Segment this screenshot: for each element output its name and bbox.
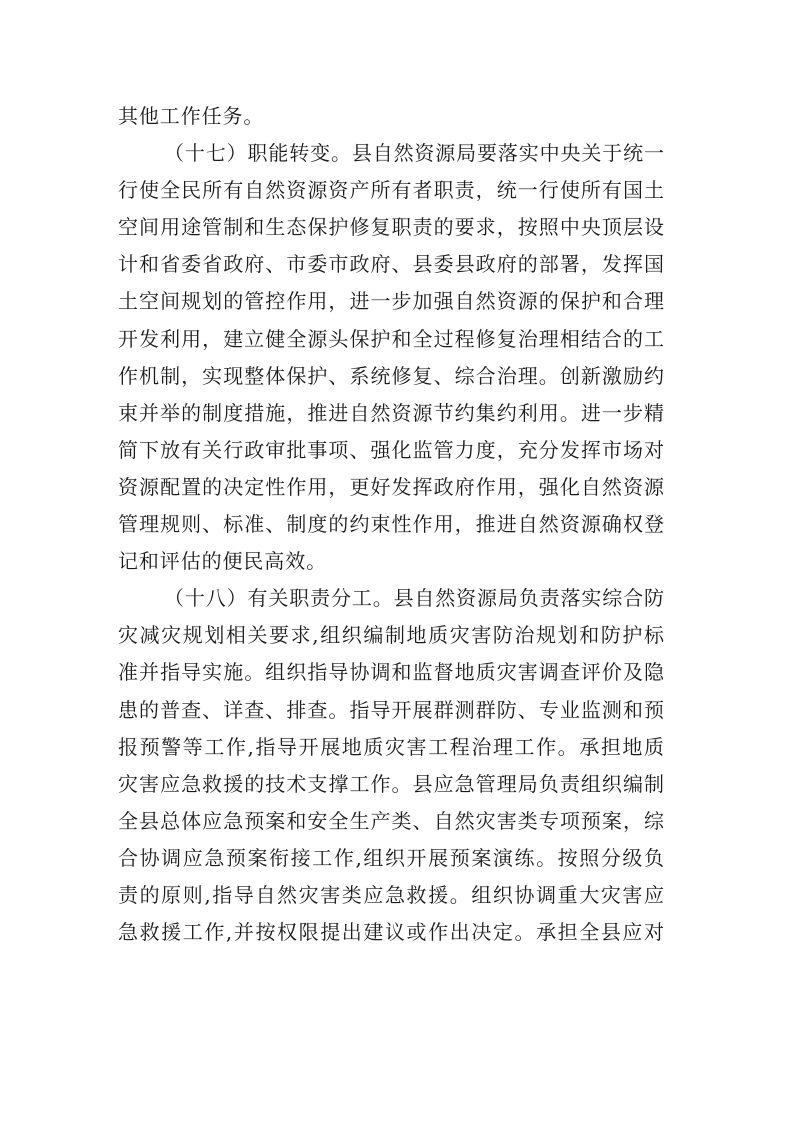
- text-line: 土空间规划的管控作用，进一步加强自然资源的保护和合理: [118, 289, 664, 314]
- paragraph-17-heading-line: （十七）职能转变。县自然资源局要落实中央关于统一: [164, 141, 664, 166]
- text-line: 束并举的制度措施，推进自然资源节约集约利用。进一步精: [118, 400, 664, 425]
- text-line: 灾害应急救援的技术支撑工作。县应急管理局负责组织编制: [118, 771, 664, 796]
- text-line: 开发利用，建立健全源头保护和全过程修复治理相结合的工: [118, 326, 664, 351]
- text-line: 行使全民所有自然资源资产所有者职责，统一行使所有国土: [118, 178, 664, 203]
- paragraph-18-heading-line: （十八）有关职责分工。县自然资源局负责落实综合防: [164, 586, 664, 611]
- text-line: 资源配置的决定性作用，更好发挥政府作用，强化自然资源: [118, 474, 664, 499]
- text-line: 准并指导实施。组织指导协调和监督地质灾害调查评价及隐: [118, 660, 664, 685]
- text-line: 报预警等工作,指导开展地质灾害工程治理工作。承担地质: [118, 734, 664, 759]
- text-line: 责的原则,指导自然灾害类应急救援。组织协调重大灾害应: [118, 882, 664, 907]
- text-line: 记和评估的便民高效。: [118, 549, 327, 574]
- text-line: 急救援工作,并按权限提出建议或作出决定。承担全县应对: [118, 920, 664, 945]
- text-line: 合协调应急预案衔接工作,组织开展预案演练。按照分级负: [118, 845, 664, 870]
- text-line: 灾减灾规划相关要求,组织编制地质灾害防治规划和防护标: [118, 623, 664, 648]
- text-line: 管理规则、标准、制度的约束性作用，推进自然资源确权登: [118, 512, 664, 537]
- text-line: 作机制，实现整体保护、系统修复、综合治理。创新激励约: [118, 363, 664, 388]
- text-line: 全县总体应急预案和安全生产类、自然灾害类专项预案，综: [118, 808, 664, 833]
- text-line: 其他工作任务。: [118, 104, 265, 128]
- document-body: [118, 98, 664, 951]
- text-line: 简下放有关行政审批事项、强化监管力度，充分发挥市场对: [118, 437, 664, 462]
- text-line: 空间用途管制和生态保护修复职责的要求，按照中央顶层设: [118, 215, 664, 240]
- text-line: 计和省委省政府、市委市政府、县委县政府的部署，发挥国: [118, 252, 664, 277]
- text-line: 患的普查、详查、排查。指导开展群测群防、专业监测和预: [118, 697, 664, 722]
